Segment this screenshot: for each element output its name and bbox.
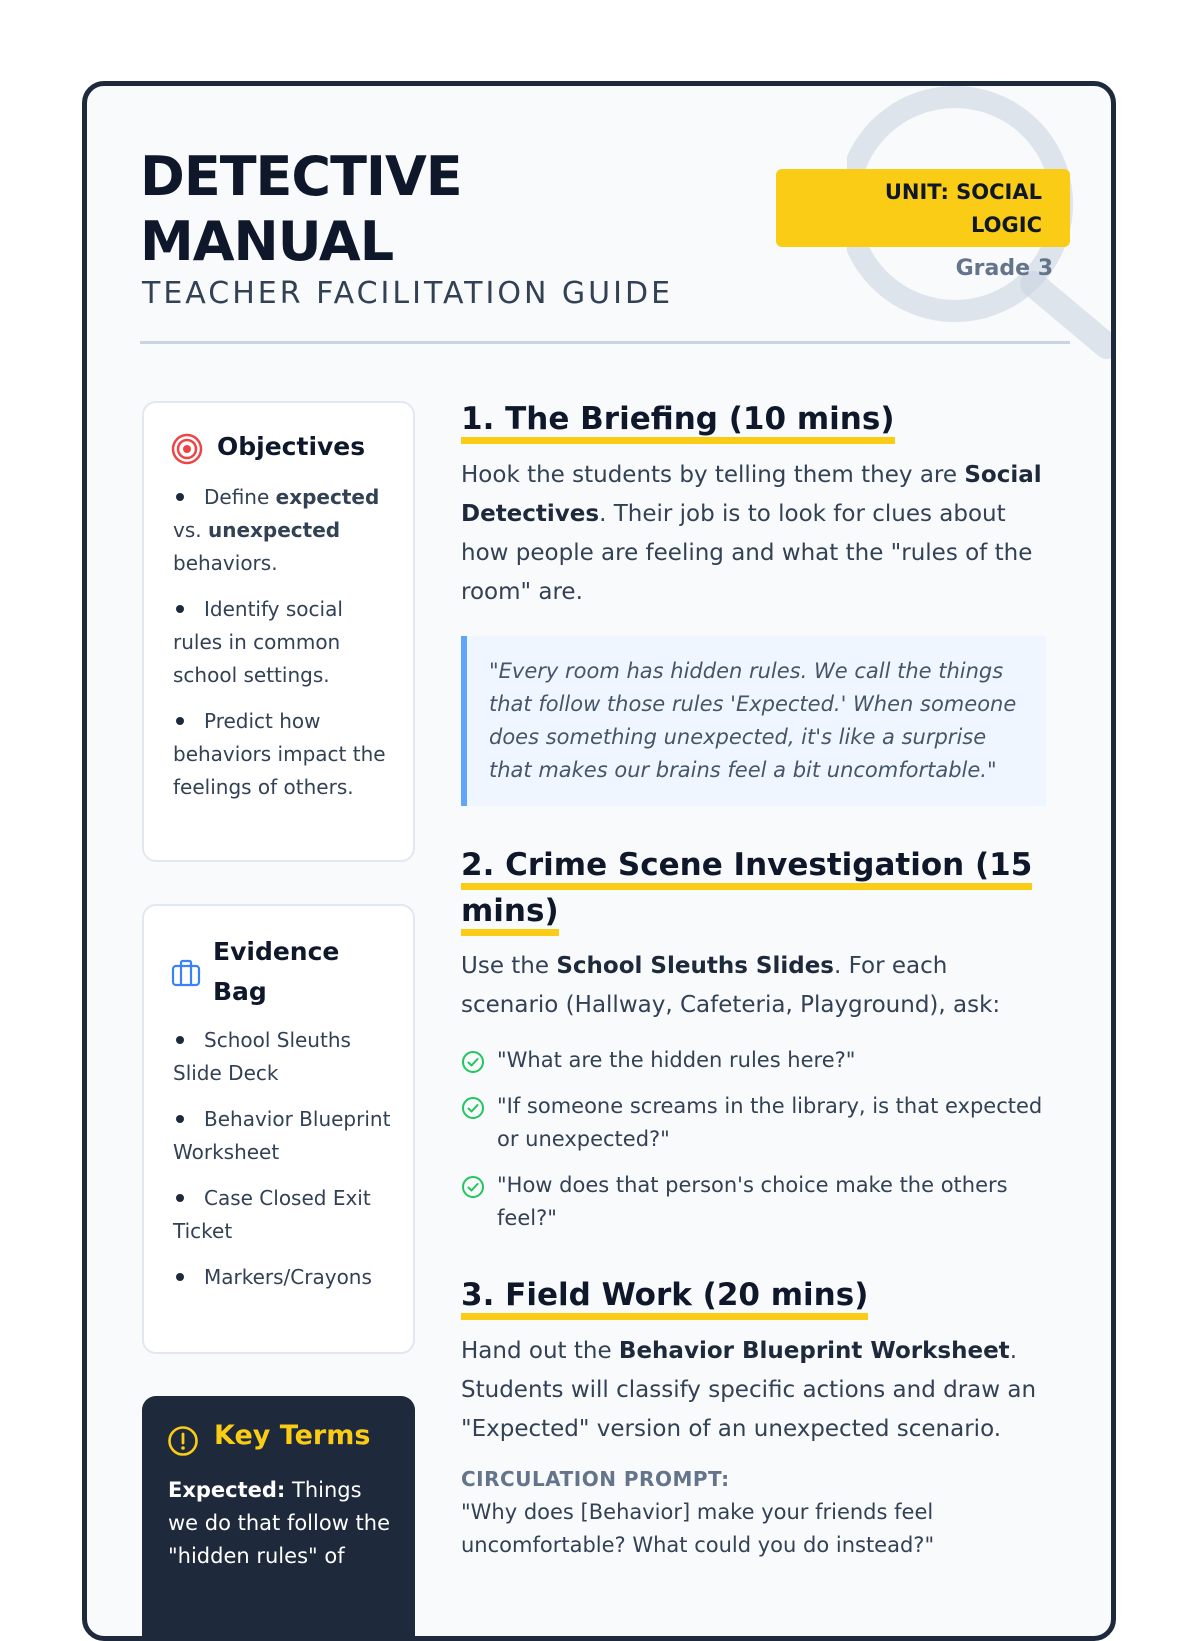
evidence-bag-box <box>142 904 415 1354</box>
question-text: "What are the hidden rules here?" <box>497 1048 856 1072</box>
list-item <box>173 481 393 580</box>
alert-circle-icon <box>167 1425 199 1457</box>
objective-text: Define <box>204 485 276 509</box>
paragraph-text: . Their job is to look for clues about how people are feeling and what the "rules of the room" are. <box>461 501 1033 605</box>
objectives-list <box>173 481 393 817</box>
question-text: "How does that person's choice make the others feel?" <box>497 1173 1008 1230</box>
objectives-box <box>142 401 415 862</box>
section-3-title <box>461 1272 868 1318</box>
objective-bold-expected: expected <box>275 485 380 509</box>
list-item <box>173 1261 393 1294</box>
unit-badge-line-2: LOGIC <box>971 213 1042 237</box>
question-text: "If someone screams in the library, is that expected or unexpected?" <box>497 1094 1043 1151</box>
objective-text: Predict how behaviors impact the feelings of others. <box>173 709 386 799</box>
evidence-heading-line-2: Bag <box>213 977 267 1006</box>
key-term-expected: Expected: <box>168 1478 286 1502</box>
bullet <box>176 1273 184 1281</box>
manual-card <box>82 81 1116 1641</box>
check-circle-icon <box>461 1050 485 1074</box>
paragraph-bold: School Sleuths Slides <box>556 953 834 979</box>
objective-bold-unexpected: unexpected <box>207 518 341 542</box>
section-2-title <box>461 842 1032 934</box>
objectives-heading: Objectives <box>217 432 366 461</box>
key-terms-body <box>168 1474 393 1573</box>
bullet <box>176 605 184 613</box>
evidence-item-text: Markers/Crayons <box>204 1265 372 1289</box>
list-item <box>461 1044 1061 1077</box>
list-item <box>461 1169 1061 1235</box>
check-circle-icon <box>461 1175 485 1199</box>
evidence-item-text: Case Closed Exit Ticket <box>173 1186 371 1243</box>
section-3-title-text: 3. Field Work (20 mins) <box>461 1277 868 1320</box>
list-item <box>173 705 393 804</box>
circulation-prompt-text: "Why does [Behavior] make your friends feel uncomfortable? What could you do instead?" <box>461 1500 935 1557</box>
title-line-1: DETECTIVE <box>140 145 462 208</box>
evidence-item-text: School Sleuths Slide Deck <box>173 1028 351 1085</box>
list-item <box>173 1182 393 1248</box>
paragraph-text: Hook the students by telling them they are <box>461 462 965 488</box>
section-2-title-line-2: mins) <box>461 893 559 936</box>
list-item <box>173 1103 393 1169</box>
evidence-item-text: Behavior Blueprint Worksheet <box>173 1107 391 1164</box>
list-item <box>173 1024 393 1090</box>
key-terms-box <box>142 1396 415 1641</box>
paragraph-text: Hand out the <box>461 1338 619 1364</box>
key-term-definition: Things we do that follow the "hidden rules" of <box>168 1478 391 1568</box>
section-2-paragraph <box>461 947 1051 1025</box>
briefing-quote: "Every room has hidden rules. We call the things that follow those rules 'Expected.' When someone does something unexpected, it's like a surprise that makes our brains feel a bit uncomfortable." <box>461 636 1046 806</box>
section-2-title-line-1: 2. Crime Scene Investigation (15 <box>461 847 1032 890</box>
section-3-paragraph <box>461 1332 1051 1449</box>
paragraph-bold: Behavior Blueprint Worksheet <box>618 1338 1010 1364</box>
grade-label: Grade 3 <box>955 256 1053 281</box>
title-line-2: MANUAL <box>140 210 394 273</box>
list-item <box>461 1090 1061 1156</box>
section-1-title-text: 1. The Briefing (10 mins) <box>461 401 895 444</box>
investigation-questions <box>461 1044 1061 1248</box>
unit-badge-line-1: UNIT: SOCIAL <box>884 180 1042 204</box>
objective-text: vs. <box>173 518 208 542</box>
briefcase-icon <box>171 958 201 988</box>
key-terms-heading: Key Terms <box>214 1420 371 1451</box>
unit-badge <box>776 169 1070 247</box>
evidence-heading-line-1: Evidence <box>213 937 340 966</box>
bullet <box>176 493 184 501</box>
section-1-paragraph <box>461 456 1051 612</box>
paragraph-text: . Students will classify specific actions and draw an "Expected" version of an unexpected scenario. <box>461 1338 1037 1442</box>
objective-text: Identify social rules in common school settings. <box>173 597 343 687</box>
check-circle-icon <box>461 1096 485 1120</box>
bullet <box>176 1115 184 1123</box>
circulation-prompt-label: CIRCULATION PROMPT: <box>461 1467 730 1491</box>
target-icon <box>171 433 203 465</box>
bullet <box>176 1194 184 1202</box>
page-title <box>140 144 462 274</box>
bullet <box>176 1036 184 1044</box>
evidence-list <box>173 1024 393 1307</box>
paragraph-text: Use the <box>461 953 557 979</box>
evidence-bag-heading <box>213 932 339 1012</box>
list-item <box>173 593 393 692</box>
header-divider <box>140 341 1070 344</box>
paragraph-text: . For each scenario (Hallway, Cafeteria, Playground), ask: <box>461 953 1001 1018</box>
paragraph-bold: Social Detectives <box>461 462 1042 527</box>
section-1-title <box>461 396 895 442</box>
bullet <box>176 717 184 725</box>
objective-text: behaviors. <box>173 551 278 575</box>
page-subtitle: TEACHER FACILITATION GUIDE <box>142 276 674 311</box>
